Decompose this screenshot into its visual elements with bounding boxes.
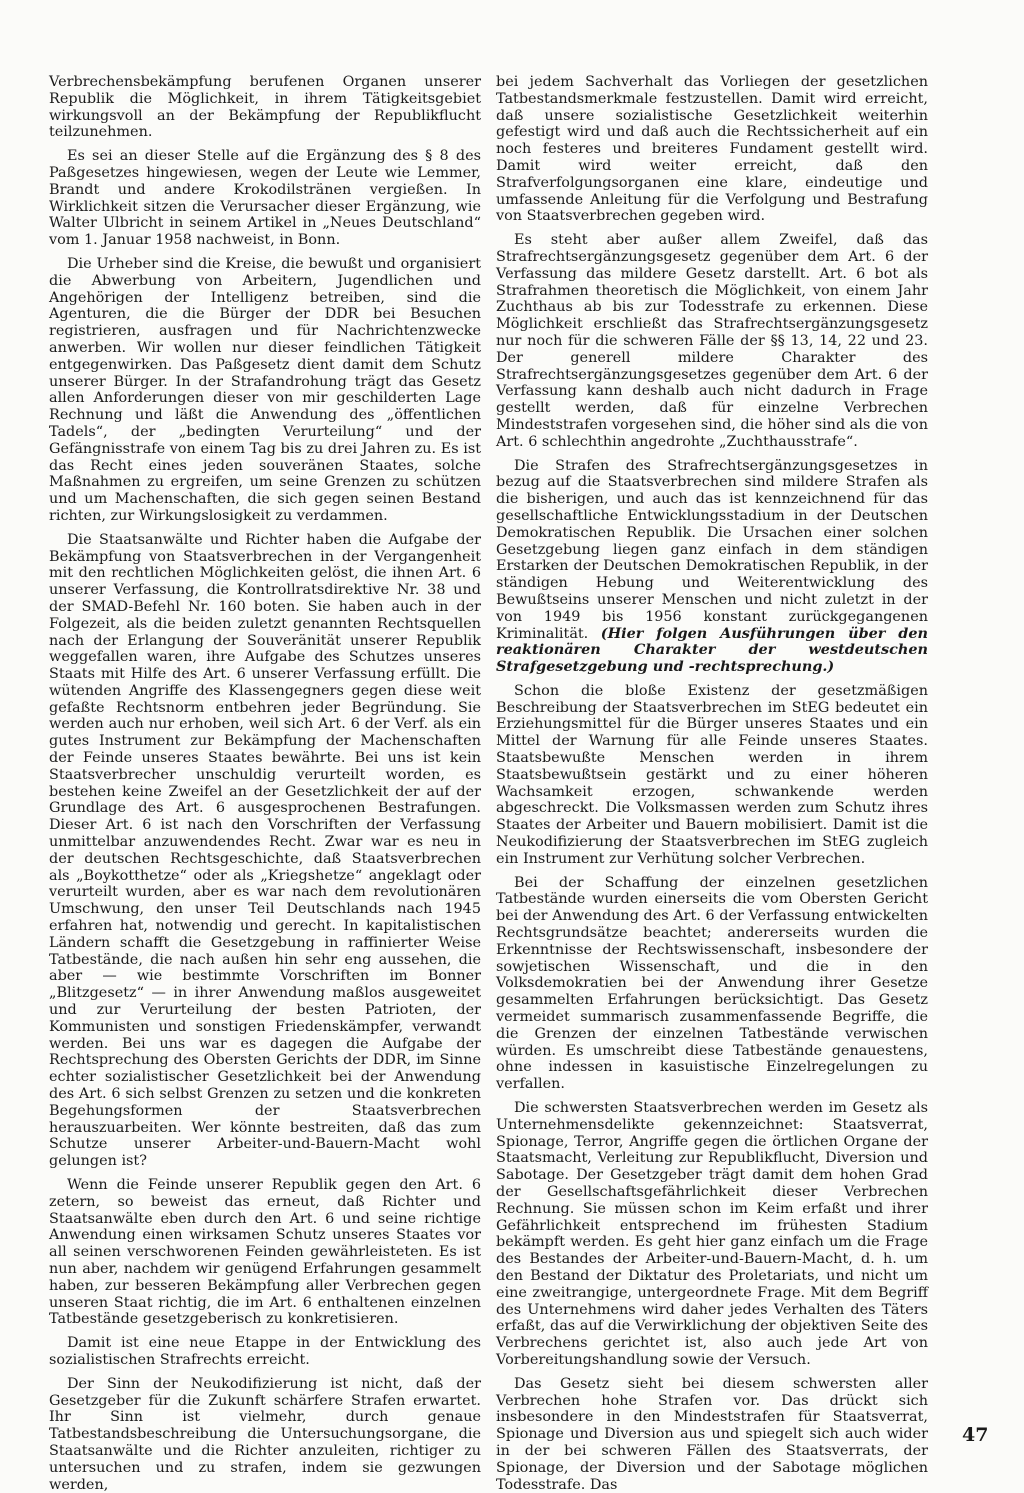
editorial-note: (Hier folgen Ausführungen über den reaktionären Charakter der westdeutschen Strafgesetzgebung und -rechtsprechung.) — [496, 624, 928, 676]
paragraph: Der Sinn der Neukodifizierung ist nicht, daß der Gesetzgeber für die Zukunft schärfere Strafen erwartet. Ihr Sinn ist vielmehr, durch genaue Tatbestandsbeschreibung die Untersuchungsorgane, die Staatsanwälte und die Richter anzuleiten, richtiger zu untersuchen und zu strafen, indem sie gezwungen werden, — [49, 1375, 481, 1493]
paragraph: Damit ist eine neue Etappe in der Entwicklung des sozialistischen Strafrechts erreicht. — [49, 1335, 481, 1368]
paragraph: Die Urheber sind die Kreise, die bewußt und organisiert die Abwerbung von Arbeitern, Jugendlichen und Angehörigen der Intelligenz betreiben, sind die Agenturen, die die Bürger der DDR bei Besuchen registrieren, ausfragen und für Nachrichtenzwecke anwerben. Wir wollen nur dieser feindlichen Tätigkeit entgegenwirken. Das Paßgesetz dient damit dem Schutz unserer Bürger. In der Strafandrohung trägt das Gesetz allen Anforderungen dieser von mir geschilderten Lage Rechnung und läßt die Anwendung des „öffentlichen Tadels“, der „bedingten Verurteilung“ und der Gefängnisstrafe von einem Tag bis zu drei Jahren zu. Es ist das Recht eines jeden souveränen Staates, solche Maßnahmen zu ergreifen, um seine Grenzen zu schützen und um Machenschaften, die sich gegen seinen Bestand richten, zur Wirkungslosigkeit zu verdammen. — [49, 255, 481, 524]
paragraph: Schon die bloße Existenz der gesetzmäßigen Beschreibung der Staatsverbrechen im StEG bedeutet ein Erziehungsmittel für die Bürger unseres Staates und ein Mittel der Warnung für alle Feinde unseres Staates. Staatsbewußte Menschen werden in ihrem Staatsbewußtsein gestärkt und zu einer höheren Wachsamkeit erzogen, schwankende werden abgeschreckt. Die Volksmassen werden zum Schutz ihres Staates der Arbeiter und Bauern mobilisiert. Damit ist die Neukodifizierung der Staatsverbrechen im StEG zugleich ein Instrument zur Verhütung solcher Verbrechen. — [496, 682, 928, 867]
paragraph: Die Staatsanwälte und Richter haben die Aufgabe der Bekämpfung von Staatsverbrechen in der Vergangenheit mit den rechtlichen Möglichkeiten gelöst, die ihnen Art. 6 unserer Verfassung, die Kontrollratsdirektive Nr. 38 und der SMAD-Befehl Nr. 160 boten. Sie haben auch in der Folgezeit, als die beiden zuletzt genannten Rechtsquellen nach der Erlangung der Souveränität unserer Republik weggefallen waren, ihre Aufgabe des Schutzes unseres Staats mit Hilfe des Art. 6 unserer Verfassung erfüllt. Die wütenden Angriffe des Klassengegners gegen diese weit gefaßte Rechtsnorm entbehren jeder Begründung. Sie werden auch nur erhoben, weil sich Art. 6 der Verf. als ein gutes Instrument zur Bekämpfung der Machenschaften der Feinde unseres Staates bewährte. Bei uns ist kein Staatsverbrecher unschuldig verurteilt worden, es bestehen keine Zweifel an der Gesetzlichkeit der auf der Grundlage des Art. 6 ausgesprochenen Bestrafungen. Dieser Art. 6 ist nach den Vorschriften der Verfassung unmittelbar anzuwendendes Recht. Zwar war es neu in der deutschen Rechtsgeschichte, daß Staatsverbrechen als „Boykotthetze“ oder als „Kriegshetze“ angeklagt oder verurteilt wurden, aber es war nach dem revolutionären Umschwung, den unser Teil Deutschlands nach 1945 erfahren hat, notwendig und gerecht. In kapitalistischen Ländern schafft die Gesetzgebung in raffinierter Weise Tatbestände, die nach außen hin sehr eng aussehen, die aber — wie bestimmte Vorschriften im Bonner „Blitzgesetz“ — in ihrer Anwendung maßlos ausgeweitet und zur Verurteilung der besten Patrioten, der Kommunisten und sonstigen Friedenskämpfer, verwandt werden. Bei uns war es dagegen die Aufgabe der Rechtsprechung des Obersten Gerichts der DDR, im Sinne echter sozialistischer Gesetzlichkeit bei der Anwendung des Art. 6 sich selbst Grenzen zu setzen und die konkreten Begehungsformen der Staatsverbrechen herauszuarbeiten. Wer könnte bestreiten, daß das zum Schutze unserer Arbeiter-und-Bauern-Macht wohl gelungen ist? — [49, 531, 481, 1170]
paragraph: Es sei an dieser Stelle auf die Ergänzung des § 8 des Paßgesetzes hingewiesen, wegen der Leute wie Lemmer, Brandt und andere Krokodilstränen vergießen. In Wirklichkeit sitzen die Verursacher dieser Ergänzung, wie Walter Ulbricht in seinem Artikel in „Neues Deutschland“ vom 1. Januar 1958 nachweist, in Bonn. — [49, 148, 481, 249]
paragraph — [496, 458, 928, 676]
page-number: 47 — [962, 1424, 989, 1446]
paragraph: Es steht aber außer allem Zweifel, daß das Strafrechtsergänzungsgesetz gegenüber dem Art. 6 der Verfassung das mildere Gesetz darstellt. Art. 6 bot als Strafrahmen theoretisch die Möglichkeit, von einem Jahr Zuchthaus ab bis zur Todesstrafe zu erkennen. Diese Möglichkeit erschließt das Strafrechtsergänzungsgesetz nur noch für die schweren Fälle der §§ 13, 14, 22 und 23. Der generell mildere Charakter des Strafrechtsergänzungsgesetzes gegenüber dem Art. 6 der Verfassung kann deshalb auch nicht dadurch in Frage gestellt werden, daß für einzelne Verbrechen Mindeststrafen vorgesehen sind, die höher sind als die von Art. 6 schlechthin angedrohte „Zuchthausstrafe“. — [496, 232, 928, 450]
paragraph: Wenn die Feinde unserer Republik gegen den Art. 6 zetern, so beweist das erneut, daß Richter und Staatsanwälte eben durch den Art. 6 und seine richtige Anwendung einen wirksamen Schutz unseres Staates vor all seinen verschworenen Feinden gewährleisteten. Es ist nun aber, nachdem wir genügend Erfahrungen gesammelt haben, zur besseren Bekämpfung aller Verbrechen gegen unseren Staat richtig, die im Art. 6 enthaltenen einzelnen Tatbestände gesetzgeberisch zu konkretisieren. — [49, 1177, 481, 1328]
left-column — [49, 74, 481, 1493]
paragraph: Bei der Schaffung der einzelnen gesetzlichen Tatbestände wurden einerseits die vom Obersten Gericht bei der Anwendung des Art. 6 der Verfassung entwickelten Rechtsgrundsätze beachtet; andererseits wurden die Erkenntnisse der Rechtswissenschaft, insbesondere der sowjetischen Wissenschaft, und die in den Volksdemokratien bei der Anwendung ihrer Gesetze gesammelten Erfahrungen berücksichtigt. Das Gesetz vermeidet summarisch zusammenfassende Begriffe, die die Grenzen der einzelnen Tatbestände verwischen würden. Es umschreibt diese Tatbestände genauestens, ohne indessen in kasuistische Einzelregelungen zu verfallen. — [496, 874, 928, 1093]
right-column — [496, 74, 928, 1493]
paragraph: Verbrechensbekämpfung berufenen Organen unserer Republik die Möglichkeit, in ihrem Tätigkeitsgebiet wirkungsvoll an der Bekämpfung der Republikflucht teilzunehmen. — [49, 74, 481, 141]
paragraph: Das Gesetz sieht bei diesem schwersten aller Verbrechen hohe Strafen vor. Das drückt sich insbesondere in den Mindeststrafen für Staatsverrat, Spionage und Diversion aus und spiegelt sich auch wider in der bei schweren Fällen des Staatsverrats, der Spionage, der Diversion und der Sabotage möglichen Todesstrafe. Das — [496, 1375, 928, 1493]
paragraph: bei jedem Sachverhalt das Vorliegen der gesetzlichen Tatbestandsmerkmale festzustellen. Damit wird erreicht, daß unsere sozialistische Gesetzlichkeit weiterhin gefestigt wird und daß auch die Rechtssicherheit auf ein noch festeres und breiteres Fundament gestellt wird. Damit wird weiter erreicht, daß den Strafverfolgungsorganen eine klare, eindeutige und umfassende Anleitung für die Verfolgung und Bestrafung von Staatsverbrechen gegeben wird. — [496, 74, 928, 225]
paragraph-text: Die Strafen des Strafrechtsergänzungsgesetzes in bezug auf die Staatsverbrechen sind mildere Strafen als die bisherigen, und auch das ist kennzeichnend für das gesellschaftliche Entwicklungsstadium in der Deutschen Demokratischen Republik. Die Ursachen einer solchen Gesetzgebung liegen ganz einfach in dem ständigen Erstarken der Deutschen Demokratischen Republik, in der ständigen Hebung und Weiterentwicklung des Bewußtseins unserer Menschen und nicht zuletzt in der von 1949 bis 1956 konstant zurückgegangenen Kriminalität. — [496, 457, 928, 642]
paragraph: Die schwersten Staatsverbrechen werden im Gesetz als Unternehmensdelikte gekennzeichnet: Staatsverrat, Spionage, Terror, Angriffe gegen die örtlichen Organe der Staatsmacht, Verleitung zur Republikflucht, Diversion und Sabotage. Der Gesetzgeber trägt damit dem hohen Grad der Gesellschaftsgefährlichkeit dieser Verbrechen Rechnung. Sie müssen schon im Keim erfaßt und ihrer Gefährlichkeit entsprechend im frühesten Stadium bekämpft werden. Es geht hier ganz einfach um die Frage des Bestandes der Arbeiter-und-Bauern-Macht, d. h. um den Bestand der Diktatur des Proletariats, und nicht um eine zweitrangige, untergeordnete Frage. Mit dem Begriff des Unternehmens wird daher jedes Verhalten des Täters erfaßt, das auf die Verwirklichung der objektiven Seite des Verbrechens gerichtet ist, also auch jede Art von Vorbereitungshandlung sowie der Versuch. — [496, 1100, 928, 1368]
